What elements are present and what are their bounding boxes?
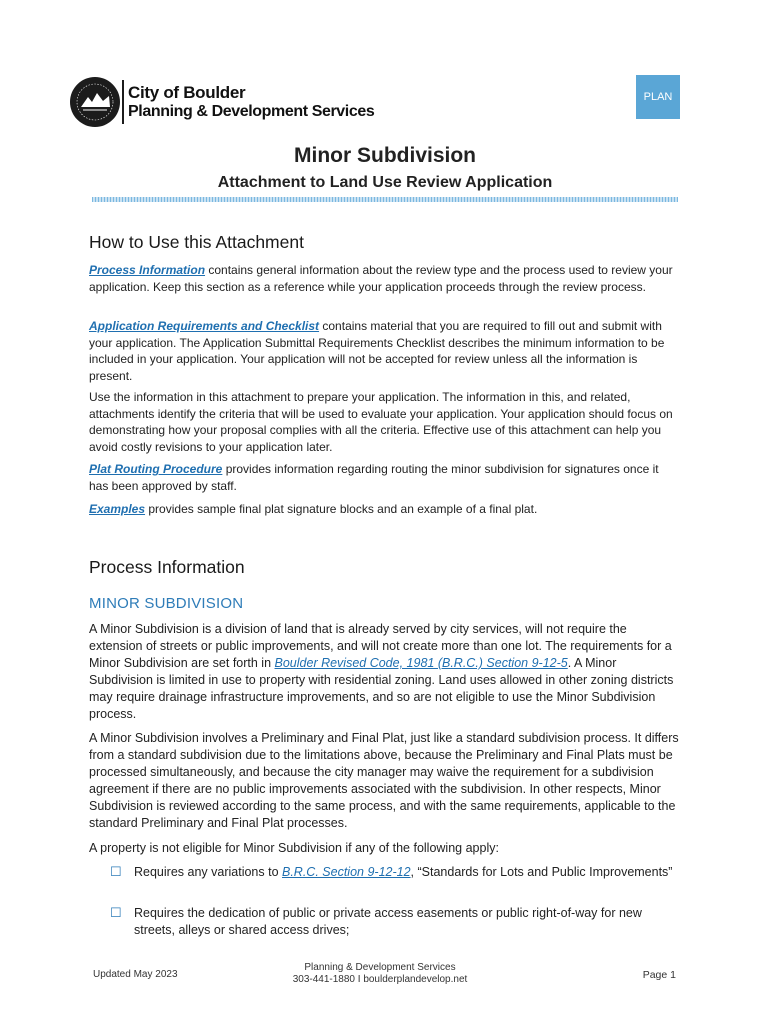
document-title: Minor Subdivision	[294, 144, 476, 167]
process-paragraph-2: A Minor Subdivision involves a Preliminary and Final Plat, just like a standard subdivision process. It differs from a standard subdivision due to the limitations above, because the Preliminary and Final Plats must be processed simultaneously, and because the city manager may waive the requirement for a subdivision agreement if there are no public improvements associated with the subdivision. In other respects, Minor Subdivision is reviewed according to the same process, and with the same requirements, applicable to the standard Preliminary and Final Plat processes.	[89, 731, 679, 830]
application-requirements-link[interactable]: Application Requirements and Checklist	[89, 319, 320, 333]
footer-updated-date: Updated May 2023	[93, 969, 178, 980]
how-to-paragraph-2: Application Requirements and Checklist contains material that you are required to fill out and submit with your application. The Application Submittal Requirements Checklist describes the minimum information to be included in your application. Your application will not be accepted for review unless all the information is present.	[89, 319, 665, 383]
logo-divider	[122, 80, 124, 124]
process-heading: Process Information	[89, 557, 245, 577]
plan-tab: PLAN	[636, 75, 680, 119]
process-paragraph-1: A Minor Subdivision is a division of land that is already served by city services, will not require the extension of streets or public improvements, and will not create more than one lot. The requirements for a Minor Subdivision are set forth in Boulder Revised Code, 1981 (B.R.C.) Section 9-12-5. A Minor Subdivision is limited in use to property with residential zoning. Land uses allowed in other zoning districts may require drainage infrastructure improvements, and so are not eligible to use the Minor Subdivision process.	[89, 622, 674, 721]
footer-phone-website: 303-441-1880 I boulderplandevelop.net	[292, 974, 468, 985]
title-divider	[92, 197, 678, 202]
eligibility-item-2: Requires the dedication of public or private access easements or public right-of-way for new streets, alleys or shared access drives;	[134, 906, 642, 937]
examples-link[interactable]: Examples	[89, 502, 146, 516]
process-information-link[interactable]: Process Information	[89, 263, 206, 277]
brc-9-12-12-link[interactable]: B.R.C. Section 9-12-12	[282, 865, 411, 879]
how-to-paragraph-3: Use the information in this attachment to prepare your application. The information in this, and related, attachments identify the criteria that will be used to evaluate your application. Your application should focus on demonstrating how your proposal complies with all the criteria. Effective use of this attachment can help you avoid costly revisions to your application later.	[89, 390, 673, 454]
checkbox-icon: ☐	[110, 864, 122, 879]
eligibility-item-1: Requires any variations to B.R.C. Section 9-12-12, “Standards for Lots and Public Improvements”	[134, 865, 673, 879]
document-subtitle: Attachment to Land Use Review Application	[217, 174, 553, 191]
city-seal-logo	[70, 77, 120, 127]
how-to-heading: How to Use this Attachment	[89, 232, 304, 252]
footer-contact	[270, 962, 490, 986]
minor-subdivision-subheading: MINOR SUBDIVISION	[89, 595, 244, 612]
checkbox-icon: ☐	[110, 905, 122, 920]
page-number: Page 1	[642, 969, 676, 981]
process-paragraph-3: A property is not eligible for Minor Subdivision if any of the following apply:	[89, 841, 499, 855]
how-to-paragraph-1: Process Information contains general information about the review type and the process used to review your application. Keep this section as a reference while your application proceeds through the review process.	[89, 263, 673, 294]
footer-department: Planning & Development Services	[304, 962, 456, 973]
logo-city-name: City of Boulder	[128, 83, 246, 102]
brc-9-12-5-link[interactable]: Boulder Revised Code, 1981 (B.R.C.) Section 9-12-5	[274, 656, 568, 670]
plat-routing-link[interactable]: Plat Routing Procedure	[89, 462, 223, 476]
logo-department-name: Planning & Development Services	[128, 103, 375, 120]
how-to-paragraph-4: Plat Routing Procedure provides information regarding routing the minor subdivision for signatures once it has been approved by staff.	[89, 462, 659, 493]
how-to-paragraph-5: Examples provides sample final plat signature blocks and an example of a final plat.	[89, 502, 538, 516]
